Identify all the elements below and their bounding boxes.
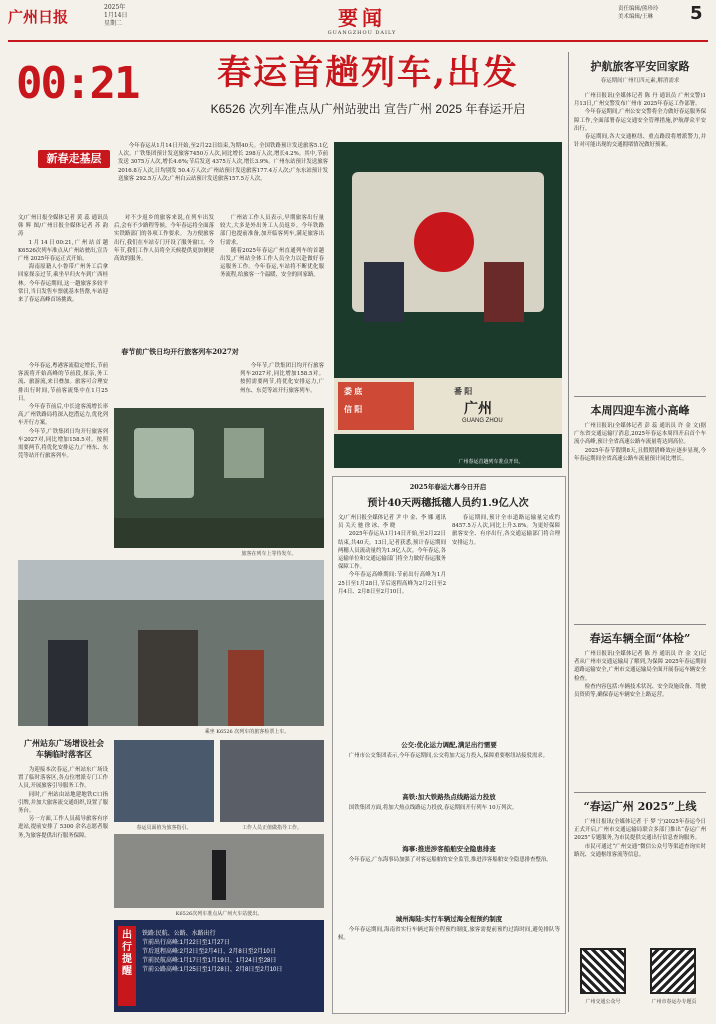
date-day: 1月14日 (104, 12, 128, 19)
mid-col-a: 对不少返乡的旅客来说,在列车出发后,会有不少路程等候。今年春运将全面落实铁路部门的各项工作要求。 为方便旅客出行,我们在车站专门开设了服务窗口。今年节,我们工作人员将全天候提供更加便捷高效的服务。 (114, 215, 214, 263)
box-sub-maritime: 海事:推进涉客船舶安全隐患排查 (402, 845, 496, 853)
travel-row-5: 节前公路高峰:1月25日至1月28日、2月8日至2月10日 (142, 967, 283, 973)
travel-row-3: 节后返程高峰:2月2日至2月4日、2月8日至2月10日 (142, 949, 276, 955)
box-sub-bus: 公交:优化运力调配,满足出行需要 (401, 741, 497, 749)
box-sub-ferry: 城州海陆:实行车辆过海全程预约制度 (395, 915, 503, 923)
right-p1: 广州日报讯(全媒体记者 陈 丹 通讯员 广州交警)1月13日,广州交警发布广州市 2025年春运工作部署。 (574, 93, 706, 108)
left-body-2 (18, 362, 108, 484)
left-p6: 为迎接本次春运,广州站东广场设置了临时落客区,各点位增派专门工作人员,开展旅客引导服务工作。 (18, 767, 108, 790)
left-p5b: 今年节,广铁集团日均开行旅客列车2027对,同比增加158.5对。按照需要两节,将优化安排运力,广州东、东莞等站开行旅客列车。 (240, 363, 324, 394)
left-p7: 同时,广州站由站地建地铁C口指引牌,并加大旅客流交通组织,设置了服务台。 (18, 791, 108, 815)
qr-code-icon[interactable] (580, 948, 626, 994)
column-divider (568, 52, 569, 1012)
right-body-1 (574, 92, 706, 388)
right-divider-2 (574, 624, 706, 625)
box-ferry-text (338, 926, 560, 1006)
left-byline-block (18, 214, 108, 340)
subhead-trains: 春节前广铁日均开行旅客列车2027对 (121, 347, 239, 356)
box-title: 预计40天两穗抵穗人员约1.9亿人次 (367, 498, 529, 509)
right-title-2: 本周四迎车流小高峰 (590, 404, 690, 417)
travel-reminder-tag: 出行提醒 (118, 926, 136, 1006)
photo-staff-guiding (114, 740, 214, 822)
mid-col-c: 随着2025年春运广州直通列车的首趟出发,广州站全体工作人员全力以赴做好春运服务工作。今年春运,车站将不断优化服务流程,给旅客一个温暖、安全的回家路。 (220, 247, 324, 279)
sign-city: 广州 (464, 400, 492, 416)
left-col-3 (220, 214, 324, 340)
right-body-4 (574, 818, 706, 942)
editor-line-1: 责任编辑/熊珍玲 (618, 6, 659, 12)
newspaper-logo: 广州日报 (8, 8, 69, 26)
photo-staff-working (220, 740, 324, 822)
right-body-2 (574, 422, 706, 618)
right-divider-3 (574, 792, 706, 793)
box-p6: 今年春运,广东海事局加强了对客运船舶的安全监管,推进涉客船舶安全隐患排查整治。 (348, 857, 552, 863)
caption-ticket-gate: 乘坐 K6526 次列车的旅客检票上车。 (204, 729, 290, 735)
box-p1: 2025年春运从1月14日开始,至2月22日结束,共40天。13日,记者获悉,预计春运期间两穗人员流动量约为1.9亿人次。今年春运,各运输单位和交通运输部门将全力做好春运服务保障工作。 (338, 531, 446, 571)
right-p2: 今年春运期间,广州公安交警将全力做好春运服务保障工作,全面部署春运交通安全管理措施,护航群众平安出行。 (574, 109, 706, 132)
qr-caption-1: 广州交通公众号 (585, 999, 621, 1005)
right-title-4: “春运广州 2025”上线 (583, 800, 697, 813)
right-p9: 市民可通过“广州交通”微信公众号等渠道查询实时路况、交通枢纽客流等信息。 (574, 843, 706, 858)
date-year: 2025年 (104, 4, 126, 11)
left-p2: 海南原籍人小鲁带广州务工后拿回家探亲过节,乘坐早归火车到广西桂林。今年春运期间,这一趟旅客多较平常日,当日发售车票就基本售罄,车站迎来了春运高峰首场挑战。 (18, 264, 108, 304)
box-sub-rail: 高铁:加大铁路热点线路运力投放 (402, 793, 496, 801)
travel-reminder-box (114, 920, 324, 1012)
lead-text: 今年春运从1月14日开始,至2月22日结束,为期40天。全国铁路预计发送旅客5.1亿人次。广铁集团预计发送旅客7450万人次,同比增长 298万人次,增长4.2%。其中,节前发送 3075万人次,增长4.6%;节后发送 4375万人次,增长3.9%。广州东站预计发送旅客2016.8万人次,日均别发 50.4万人次;广州站预计发送旅客177.4万人次;广东东站预计发送旅客 292.5万人次;广州白云站预计发送旅客157.5万人次。 (118, 143, 328, 182)
sign-left-2: 信 阳 (344, 405, 363, 414)
box-p5: 国铁集团方面,将加大热点线路运力投放,春运期间开行列车 10万列次。 (348, 805, 518, 811)
right-subtitle-1: 春运期间广州红四元素,解消需求 (600, 78, 680, 84)
caption-train-door: 旅客在列车上等待发车。 (241, 551, 297, 557)
right-p3: 春运期间,各大交通枢纽、重点路段将增派警力,并针对可能出现的交通拥堵情况做好预案。 (574, 134, 706, 149)
main-headline: 春运首趟列车,出发 (217, 53, 519, 93)
photo-train-departure (114, 834, 324, 908)
travel-row-2: 节前出行高峰:1月22日至1月27日 (142, 940, 230, 946)
left-p8: 另一方面,工作人员疏导旅客有序进站,提前安排了 5300 余名志愿者服务,为旅客提供出行服务保障。 (18, 816, 108, 839)
mid-col-b: 广州站工作人员表示,早期旅客出行量较大,大多是外出务工人员返乡。今年铁路部门也提前准备,加开临客列车,满足旅客出行需求。 (220, 215, 324, 246)
right-title-3: 春运车辆全面“体检” (589, 632, 691, 645)
box-p4: 广州市公交集团表示,今年春运期间,公交将加大运力投入,保障重要枢纽站接驳需求。 (348, 753, 549, 759)
editor-line-2: 美术编辑/王琳 (618, 13, 653, 20)
photo-train-door (114, 408, 324, 548)
box-p3: 春运期间,预计全市道路运输量完成约8457.5万人次,同比上升3.8%。为更好保障旅客安全、有序出行,各交通运输部门将合理安排运力。 (452, 515, 560, 546)
sign-right-1: 番 阳 (454, 387, 473, 396)
left-p4: 今年春节前后,中长途客流增长率高,广州铁路局将深入挖潜运力,优化列车开行方案。 (18, 404, 108, 427)
main-subheadline: K6526 次列车准点从广州站驶出 宣告广州 2025 年春运开启 (210, 102, 526, 116)
section-title: 要闻 (338, 6, 386, 30)
box-rail-text (338, 804, 560, 838)
caption-train-departure: K6526次列车准点从广州火车站驶出。 (175, 911, 263, 917)
box-col-left (338, 514, 446, 732)
caption-staff-guiding: 春运员面值为旅客指引。 (136, 825, 192, 831)
box-p7: 今年春运期间,海南省实行车辆过海全程预约制度,旅客需提前预约过海时间,避免排队等候。 (338, 927, 560, 942)
date-weekday: 星期二 (104, 20, 123, 27)
editor-credits (618, 6, 698, 21)
left-p5: 今年节,广铁集团日均开行旅客列车2027对,同比增加158.5对。按照需要两节,将优化安排运力,广州东、东莞等站开行旅客列车。 (18, 428, 108, 460)
header-rule (8, 40, 708, 42)
caption-main-photo: 广州春运首趟列车准点开出。 (458, 459, 524, 465)
left-p3: 今年春运,粤港客流稳定增长,节前客流将开始高峰的节前段,探亲,务工流、旅游流,来日叠加。旅客可合理安排出行时间,节前客流集中在1月25日。 (18, 363, 108, 402)
left-body-3 (240, 362, 324, 412)
sign-city-en: GUANG ZHOU (462, 418, 503, 424)
departure-time-graphic: 00:21 (16, 58, 139, 109)
lead-paragraph (18, 142, 328, 204)
section-subtitle: GUANGZHOU DAILY (327, 30, 397, 36)
box-bus-text (338, 752, 560, 786)
qr-code-icon-2[interactable] (650, 948, 696, 994)
right-body-3 (574, 650, 706, 788)
box-maritime-text (338, 856, 560, 906)
right-title-1: 护航旅客平安回家路 (590, 60, 690, 73)
new-year-badge: 新春走基层 (38, 150, 110, 168)
byline: 文/广州日报全媒体记者 黄 蕊 通讯员 韩 辉 图/广州日报全媒体记者 苏 韵 涛 (18, 215, 108, 238)
right-divider-1 (574, 396, 706, 397)
right-p5: 2025年春节假期8天,且假期错峰效应逐步显现,今年春运期间全省高速公路车流量预计同比增长。 (574, 447, 706, 462)
travel-row-1: 铁路:民航、公路、水路出行 (142, 931, 216, 937)
box-pretitle: 2025年春运大幕今日开启 (409, 483, 487, 491)
sign-left-1: 娄 底 (344, 387, 363, 396)
right-p4: 广州日报讯(全媒体记者 彭 蕊 通讯员 许 金 文)据广东省交通运输厅消息,2025年春运本周四开启首个车流小高峰,预计全省高速公路车流量将达到高位。 (574, 423, 706, 446)
subhead-east-square: 广州站东广场增设社会车辆临时落客区 (24, 738, 104, 759)
qr-caption-2: 广州市春运办专题页 (651, 999, 697, 1005)
right-p8: 广州日报讯(全媒体记者 于 梦 宁)2025年春运今日正式开启,广州市交通运输局联合多部门推出“春运广州 2025”专题服务,为市民提供交通出行信息查询服务。 (574, 819, 706, 842)
left-p1: 1月14日00:21,广州站首趟 K6526次列车准点从广州站驶出,宣告广州 2025年春运正式开始。 (18, 239, 108, 263)
right-p7: 检查内容包括:车辆技术状况、安全设施设备、驾驶员资质等,确保春运车辆安全上路运营。 (574, 683, 706, 699)
caption-staff-working: 工作人员正值做指导工作。 (241, 825, 302, 831)
left-col-2 (114, 214, 214, 340)
box-p2: 今年春运高峰期间:节前出行高峰为1月25日至1月28日,节后返程高峰为2月2日至2月4日、2月8日至2月10日。 (338, 572, 446, 595)
box-byline: 文/广州日报全媒体记者 尹 中 金、李 娜 通讯员 关天 驰 徐 冰、李 晓 (338, 515, 446, 530)
right-p6: 广州日报讯(全媒体记者 陈 丹 通讯员 许 金 文)记者从广州市交通运输局了解到,为保障 2025年春运期间道路运输安全,广州市交通运输局全面开展春运车辆安全检查。 (574, 651, 706, 682)
photo-ticket-gate (18, 560, 324, 726)
travel-row-4: 节前民航高峰:1月17日至1月19日、1月24日至28日 (142, 958, 277, 964)
left-body-4 (18, 766, 108, 978)
issue-date (104, 4, 154, 28)
box-col-right (452, 514, 560, 732)
page-number: 5 (690, 3, 703, 24)
photo-main-train (334, 142, 562, 468)
